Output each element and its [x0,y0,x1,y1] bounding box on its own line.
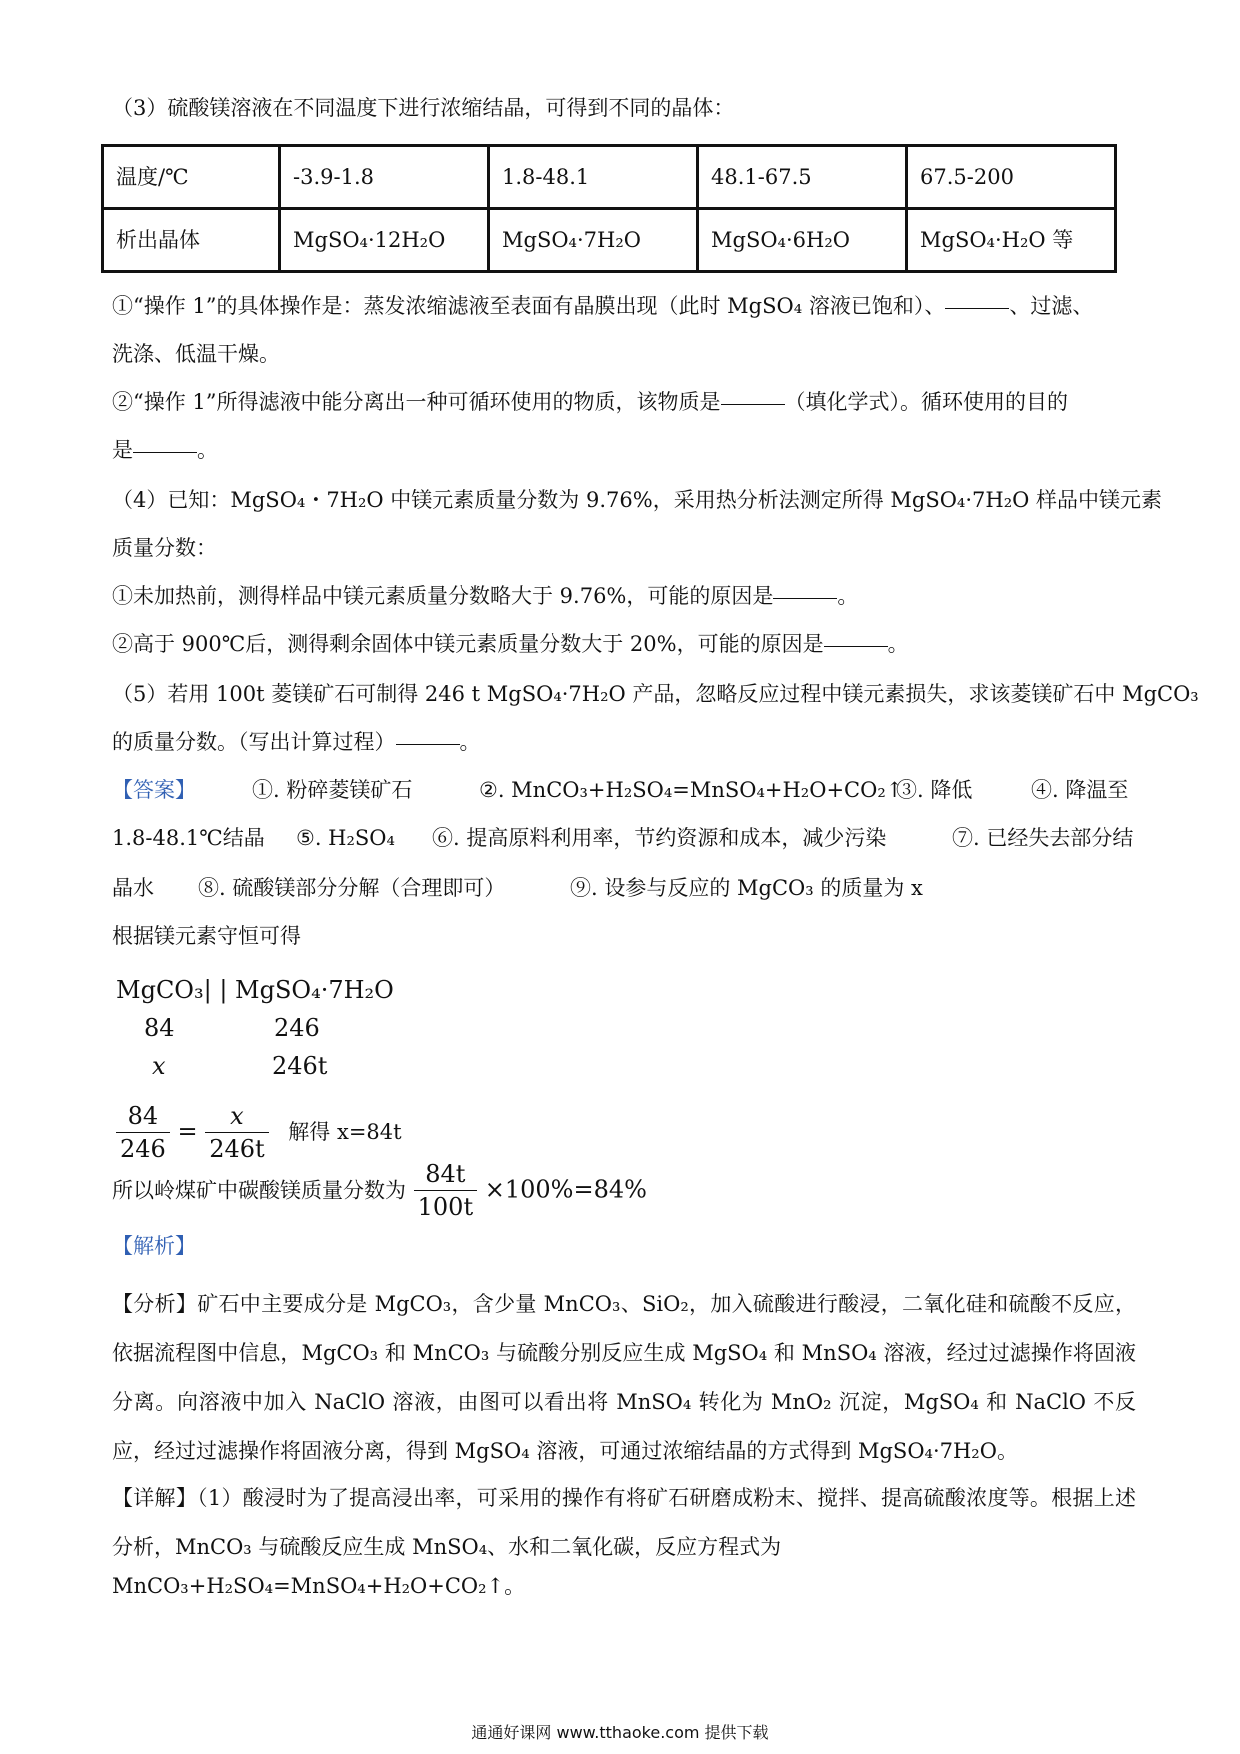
fraction-denominator: 246 [120,1135,166,1164]
final-result: ×100%=84% [484,1175,647,1204]
final-calculation [112,1158,1136,1224]
analysis-tag-label: 【解析】 [112,1234,196,1258]
proportion-equation [116,1100,1140,1166]
q4-2-line [112,630,1136,658]
q3-1-text: ①“操作 1”的具体操作是：蒸发浓缩滤液至表面有晶膜出现（此时 MgSO₄ 溶液已饱和）、 [112,294,946,318]
answer-item: 晶水 [112,876,154,900]
q3-intro: （3）硫酸镁溶液在不同温度下进行浓缩结晶，可得到不同的晶体： [112,96,735,120]
q5-cont [112,728,1136,756]
table-cell: 温度/℃ [103,146,280,209]
crystal-table [101,144,1117,273]
xiangjie-tag: 【详解】 [112,1486,198,1510]
fenxi-tag: 【分析】 [112,1292,198,1316]
conservation-text: 根据镁元素守恒可得 [112,924,301,948]
answer-blank [396,744,460,745]
answer-item: 1.8-48.1℃结晶 [112,826,265,850]
table-cell: MgSO₄·H₂O 等 [907,209,1116,272]
q4-line: （4）已知：MgSO₄・7H₂O 中镁元素质量分数为 9.76%，采用热分析法测定所得 MgSO₄·7H₂O 样品中镁元素 [112,488,1162,512]
q5-text: 的质量分数。（写出计算过程） [112,730,396,754]
answer-blank [133,452,197,453]
q4-cont: 质量分数： [112,536,217,560]
table-cell: 67.5-200 [907,146,1116,209]
answer-item: ③. 降低 [896,778,973,802]
answer-blank [773,598,837,599]
detail-equation: MnCO₃+H₂SO₄=MnSO₄+H₂O+CO₂↑。 [112,1574,526,1598]
answer-item: ⑤. H₂SO₄ [296,826,395,850]
page-footer: 通通好课网 www.tthaoke.com 提供下载 [471,1723,769,1742]
fraction [116,1100,170,1166]
relation-value: 246 [274,1014,320,1042]
q3-1-text-end: 、过滤、 [1009,294,1094,318]
q3-2-text-end: （填化学式）。循环使用的目的 [784,390,1069,414]
table-cell: MgSO₄·6H₂O [698,209,907,272]
analysis-tag [112,1232,1136,1260]
table-cell: 析出晶体 [103,209,280,272]
answer-item: ①. 粉碎菱镁矿石 [252,778,413,802]
answer-tag: 【答案】 [112,778,196,802]
table-cell: MgSO₄·7H₂O [489,209,698,272]
q3-2-text: 是 [112,438,133,462]
table-row [103,209,1116,272]
answer-item: ④. 降温至 [1031,778,1129,802]
fraction-denominator: 100t [417,1193,474,1222]
answer-item: ⑥. 提高原料利用率，节约资源和成本，减少污染 [432,826,887,850]
q4-1-text: ①未加热前，测得样品中镁元素质量分数略大于 9.76%，可能的原因是 [112,584,774,608]
answer-item: ⑧. 硫酸镁部分分解（合理即可） [198,876,506,900]
answer-blank [721,404,785,405]
relation-formula: MgCO₃| | MgSO₄·7H₂O [116,976,394,1004]
fraction-numerator: 84 [116,1100,170,1133]
answer-line-3 [112,874,1136,902]
fraction-denominator: 246t [209,1135,265,1164]
relation-value: x [152,1052,166,1080]
table-cell: 48.1-67.5 [698,146,907,209]
table-row [103,146,1116,209]
table-cell: 1.8-48.1 [489,146,698,209]
final-text: 所以岭煤矿中碳酸镁质量分数为 [112,1178,406,1203]
q3-2-cont [112,436,1136,464]
q3-1-cont: 洗涤、低温干燥。 [112,342,280,366]
answer-item: ②. MnCO₃+H₂SO₄=MnSO₄+H₂O+CO₂↑ [479,778,904,802]
table-cell: MgSO₄·12H₂O [280,209,489,272]
q5-line: （5）若用 100t 菱镁矿石可制得 246 t MgSO₄·7H₂O 产品，忽略反应过程中镁元素损失，求该菱镁矿石中 MgCO₃ [112,682,1199,706]
solve-text: 解得 x=84t [288,1120,402,1145]
answer-item: ⑦. 已经失去部分结 [952,826,1134,850]
answer-blank [824,646,888,647]
q4-2-text-end: 。 [887,632,909,656]
xiangjie-text: （1）酸浸时为了提高浸出率，可采用的操作有将矿石研磨成粉末、搅拌、提高硫酸浓度等。根据上述分析，MnCO₃ 与硫酸反应生成 MnSO₄、水和二氧化碳，反应方程式为 [112,1486,1137,1559]
table-cell: -3.9-1.8 [280,146,489,209]
fraction [205,1100,268,1166]
fenxi-text: 矿石中主要成分是 MgCO₃，含少量 MnCO₃、SiO₂，加入硫酸进行酸浸，二氧化硅和硫酸不反应，依据流程图中信息，MgCO₃ 和 MnCO₃ 与硫酸分别反应生成 MgSO₄ 和 MnSO₄ 溶液，经过过滤操作将固液分离。向溶液中加入 NaClO 溶液，由图可以看出将 MnSO₄ 转化为 MnO₂ 沉淀，MgSO₄ 和 NaClO 不反应，经过过滤操作将固液分离，得到 MgSO₄ 溶液，可通过浓缩结晶的方式得到 MgSO₄·7H₂O。 [112,1292,1137,1463]
answer-line-2 [112,824,1136,852]
q3-2-line [112,388,1136,416]
q3-2-text-end: 。 [197,438,218,462]
q3-1-line [112,292,1136,320]
q3-2-text: ②“操作 1”所得滤液中能分离出一种可循环使用的物质，该物质是 [112,390,721,414]
fraction-numerator: 84t [414,1158,477,1191]
fraction [414,1158,477,1224]
fraction-numerator: x [205,1100,268,1133]
answer-line-1 [112,776,1136,804]
answer-item: ⑨. 设参与反应的 MgCO₃ 的质量为 x [570,876,923,900]
q4-2-text: ②高于 900℃后，测得剩余固体中镁元素质量分数大于 20%，可能的原因是 [112,632,824,656]
q4-1-line [112,582,1136,610]
q5-text-end: 。 [459,730,481,754]
answer-blank [945,308,1009,309]
detail-paragraph [112,1474,1136,1572]
analysis-paragraph [112,1280,1136,1476]
equals-sign: = [177,1117,198,1146]
q4-1-text-end: 。 [837,584,859,608]
relation-value: 246t [272,1052,328,1080]
relation-value: 84 [144,1014,175,1042]
